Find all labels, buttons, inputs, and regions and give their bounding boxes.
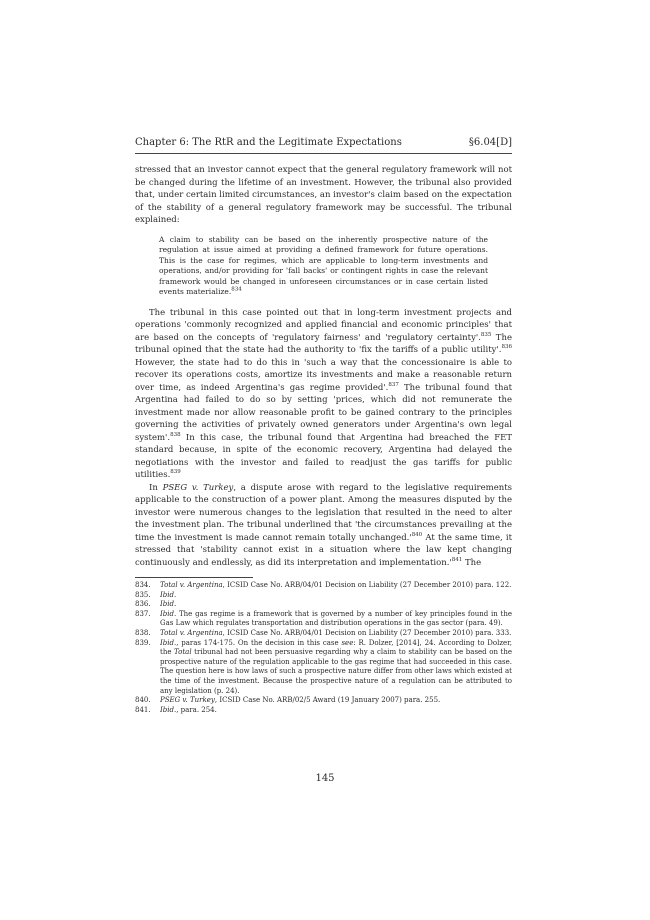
footnote-divider	[135, 577, 253, 578]
footnote-836: 836. Ibid.	[135, 600, 177, 609]
footnote-ref-839[interactable]: 839	[170, 469, 181, 476]
footnote-834: 834. Total v. Argentina, ICSID Case No. ARB/04/01 Decision on Liability (27 December 2010) para. 122.	[135, 581, 512, 589]
block-quote: A claim to stability can be based on the inherently prospective nature of the regulation at issue aimed at providing a defined framework for future operations. This is the case for regimes, which are applicable to long-term investments and operations, and/or providing for 'fall backs' or contingent rights in case the relevant framework would be changed in unforeseen circumstances or in case certain listed events materialize.$^{834}$	[159, 234, 488, 296]
paragraph-2: The tribunal in this case pointed out that in long-term investment projects and operations 'commonly recognized and applied financial and economic principles' that are based on the concepts of 'regulatory fairness' and 'regulatory certainty'.$^{835}$ The tribunal opined that the state had the authority to 'fix the tariffs of a public utility'.$^{836}$ However, the state had to do this in 'such a way that the concessionaire is able to recover its operations costs, amortize its investments and make a reasonable return over time, as indeed Argentina's gas regime provided'.$^{837}$ The tribunal found that Argentina had failed to do so by setting 'prices, which did not remunerate the investment made nor allow reasonable profit to be gained contrary to the principles governing the activities of privately owned generators under Argentina's own legal system'.$^{838}$ In this case, the tribunal found that Argentina had breached the FET standard because, in spite of the economic recovery, Argentina had delayed the negotiations with the investor and failed to readjust the gas tariffs for public utilities.$^{839}$	[135, 307, 512, 480]
footnote-838: 838. Total v. Argentina, ICSID Case No. ARB/04/01 Decision on Liability (27 December 2010) para. 333.	[135, 628, 512, 637]
footnote-ref-840[interactable]: 840	[411, 531, 423, 538]
footnote-ref-838[interactable]: 838	[170, 431, 181, 438]
footnote-840: 840. PSEG v. Turkey, ICSID Case No. ARB/02/5 Award (19 January 2007) para. 255.	[135, 696, 441, 705]
footnote-839: 839. Ibid., paras 174-175. On the decision in this case see: R. Dolzer, [2014], 24. According to Dolzer, the Total tribunal had not been persuasive regarding why a claim to stability can be based on the prospective nature of the regulation applicable to the gas regime that had succeeded in this case. The question here is how laws of such a prospective nature differ from other laws which existed at the time of the investment. Because the prospective nature of a regulation can be attributed to any legislation (p. 24).	[135, 638, 512, 695]
footnote-ref-841[interactable]: 841	[451, 556, 463, 563]
chapter-title: Chapter 6: The RtR and the Legitimate Expectations	[135, 137, 402, 148]
paragraph-3: In PSEG v. Turkey, a dispute arose with regard to the legislative requirements applicable to the construction of a power plant. Among the measures disputed by the investor were numerous changes to the legislation that resulted in the need to alter the investment plan. The tribunal underlined that 'the circumstances prevailing at the time the investment is made cannot remain totally $unchanged.'^{840}$ At the same time, it stressed that 'stability cannot exist in a situation where the law kept changing continuously and endlessly, as did its interpretation and $implementation.'^{841}$ The	[135, 482, 512, 568]
paragraph-1: stressed that an investor cannot expect that the general regulatory framework will not be changed during the lifetime of an investment. However, the tribunal also provided that, under certain limited circumstances, an investor's claim based on the expectation of the stability of a general regulatory framework may be successful. The tribunal explained:	[135, 165, 512, 225]
footnote-841: 841. Ibid., para. 254.	[135, 705, 217, 714]
footnote-835: 835. Ibid.	[135, 590, 177, 599]
footnote-837: 837. Ibid. The gas regime is a framework that is governed by a number of key principles found in the Gas Law which regulates transportation and distribution operations in the gas sector (para. 49).	[135, 609, 512, 628]
footnote-ref-834[interactable]: 834	[231, 286, 242, 293]
running-header	[135, 136, 512, 154]
page-content	[135, 136, 512, 715]
section-number: §6.04[D]	[468, 137, 512, 148]
footnote-ref-836[interactable]: 836	[501, 344, 512, 351]
footnotes	[135, 581, 512, 715]
footnote-ref-837[interactable]: 837	[388, 381, 399, 388]
footnote-ref-835[interactable]: 835	[480, 331, 492, 338]
page-number: 145	[315, 773, 335, 784]
